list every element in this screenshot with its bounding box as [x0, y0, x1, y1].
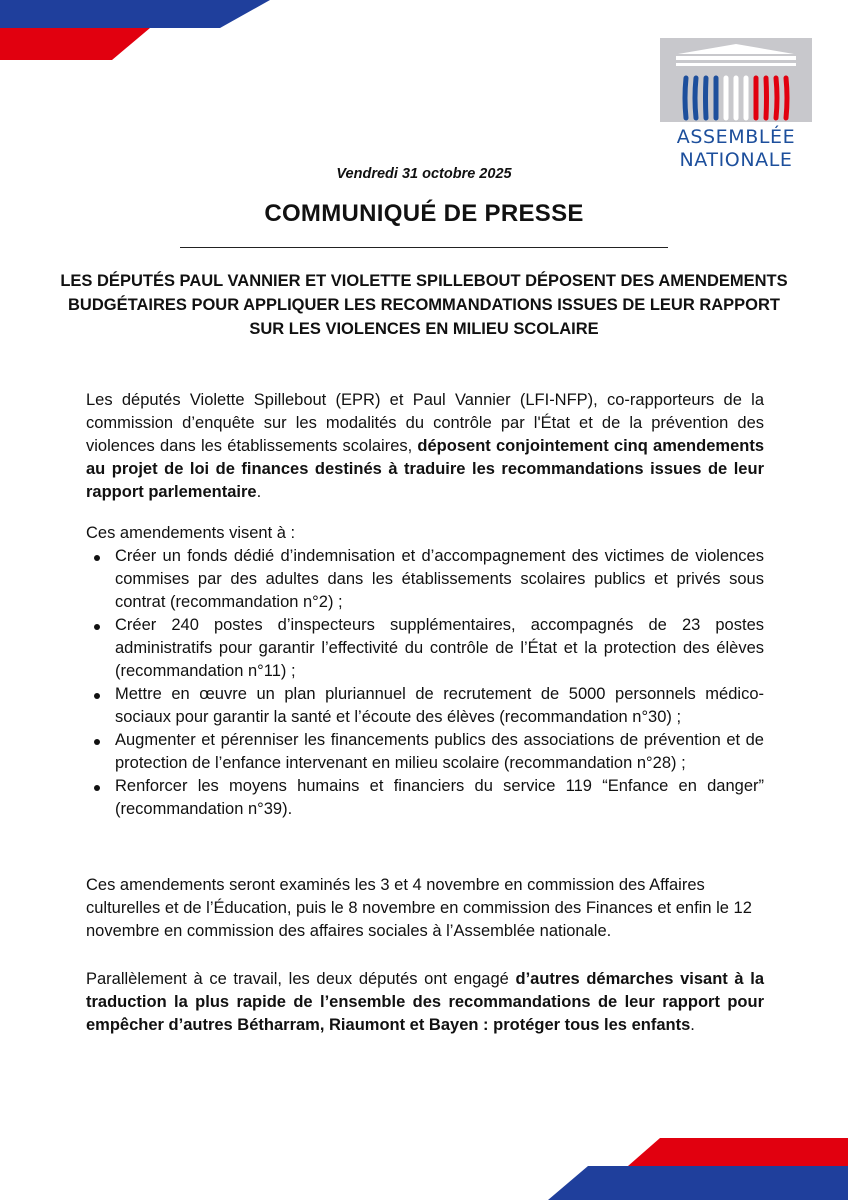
logo-line-2: NATIONALE [679, 149, 793, 171]
list-item [86, 683, 764, 729]
bullet [94, 624, 100, 630]
closing-text: Parallèlement à ce travail, les deux députés ont engagé [86, 970, 516, 988]
list-item-text: Créer un fonds dédié d’indemnisation et d’accompagnement des victimes de violences commises par des adultes dans les établissements scolaires publics et privés sous contrat (recommandation n°2) ; [115, 547, 764, 611]
list-item-text: Mettre en œuvre un plan pluriannuel de recrutement de 5000 personnels médico-sociaux pour garantir la santé et l’écoute des élèves (recommandation n°30) ; [115, 685, 764, 726]
logo-line-1: ASSEMBLÉE [676, 126, 796, 148]
bullet [94, 785, 100, 791]
intro-emphasis: déposent conjointement cinq amendements au projet de loi de finances destinés à traduire les recommandations issues de leur rapport parlementaire [86, 437, 764, 501]
closing-end: . [690, 1016, 695, 1034]
intro-end: . [256, 483, 262, 501]
intro-text: Les députés Violette Spillebout (EPR) et Paul Vannier (LFI-NFP), co-rapporteurs de la commission d’enquête sur les modalités du contrôle par l'État et de la prévention des violences dans les établissements scolaires, [86, 391, 764, 455]
list-item-text: Augmenter et pérenniser les financements publics des associations de prévention et de protection de l’enfance intervenant en milieu scolaire (recommandation n°28) ; [115, 731, 764, 772]
bullet [94, 555, 100, 561]
amendments-section [86, 522, 764, 821]
closing-emphasis: d’autres démarches visant à la traduction la plus rapide de l’ensemble des recommandations de leur rapport pour empêcher d’autres Bétharram, Riaumont et Bayen : protéger tous les enfants [86, 970, 765, 1034]
press-date: Vendredi 31 octobre 2025 [336, 166, 512, 182]
list-item [86, 614, 764, 683]
assemblee-nationale-logo [660, 38, 812, 172]
title-divider [180, 247, 668, 248]
intro-paragraph [86, 389, 764, 504]
list-item-text: Créer 240 postes d’inspecteurs supplémentaires, accompagnés de 23 postes administratifs pour garantir l’effectivité du contrôle de l’État et la protection des élèves (recommandation n°11) ; [115, 616, 764, 680]
list-item [86, 729, 764, 775]
list-item [86, 775, 764, 821]
bullet [94, 693, 100, 699]
bullet [94, 739, 100, 745]
tricolor-corner-top [0, 0, 270, 60]
page-title: COMMUNIQUÉ DE PRESSE [264, 200, 584, 227]
list-item-text: Renforcer les moyens humains et financiers du service 119 “Enfance en danger” (recommandation n°39). [115, 777, 764, 818]
tricolor-corner-bottom [548, 1138, 848, 1200]
headline: LES DÉPUTÉS PAUL VANNIER ET VIOLETTE SPILLEBOUT DÉPOSENT DES AMENDEMENTS BUDGÉTAIRES POUR APPLIQUER LES RECOMMANDATIONS ISSUES DE LEUR RAPPORT SUR LES VIOLENCES EN MILIEU SCOLAIRE [60, 272, 788, 338]
amendments-intro: Ces amendements visent à : [86, 524, 296, 542]
list-item [86, 545, 764, 614]
closing-paragraph [86, 968, 764, 1037]
schedule-paragraph: Ces amendements seront examinés les 3 et 4 novembre en commission des Affaires culturelles et de l’Éducation, puis le 8 novembre en commission des Finances et enfin le 12 novembre en commission des affaires sociales à l’Assemblée nationale. [86, 876, 752, 940]
amendments-list [86, 545, 764, 821]
hemicycle-icon [660, 38, 812, 122]
